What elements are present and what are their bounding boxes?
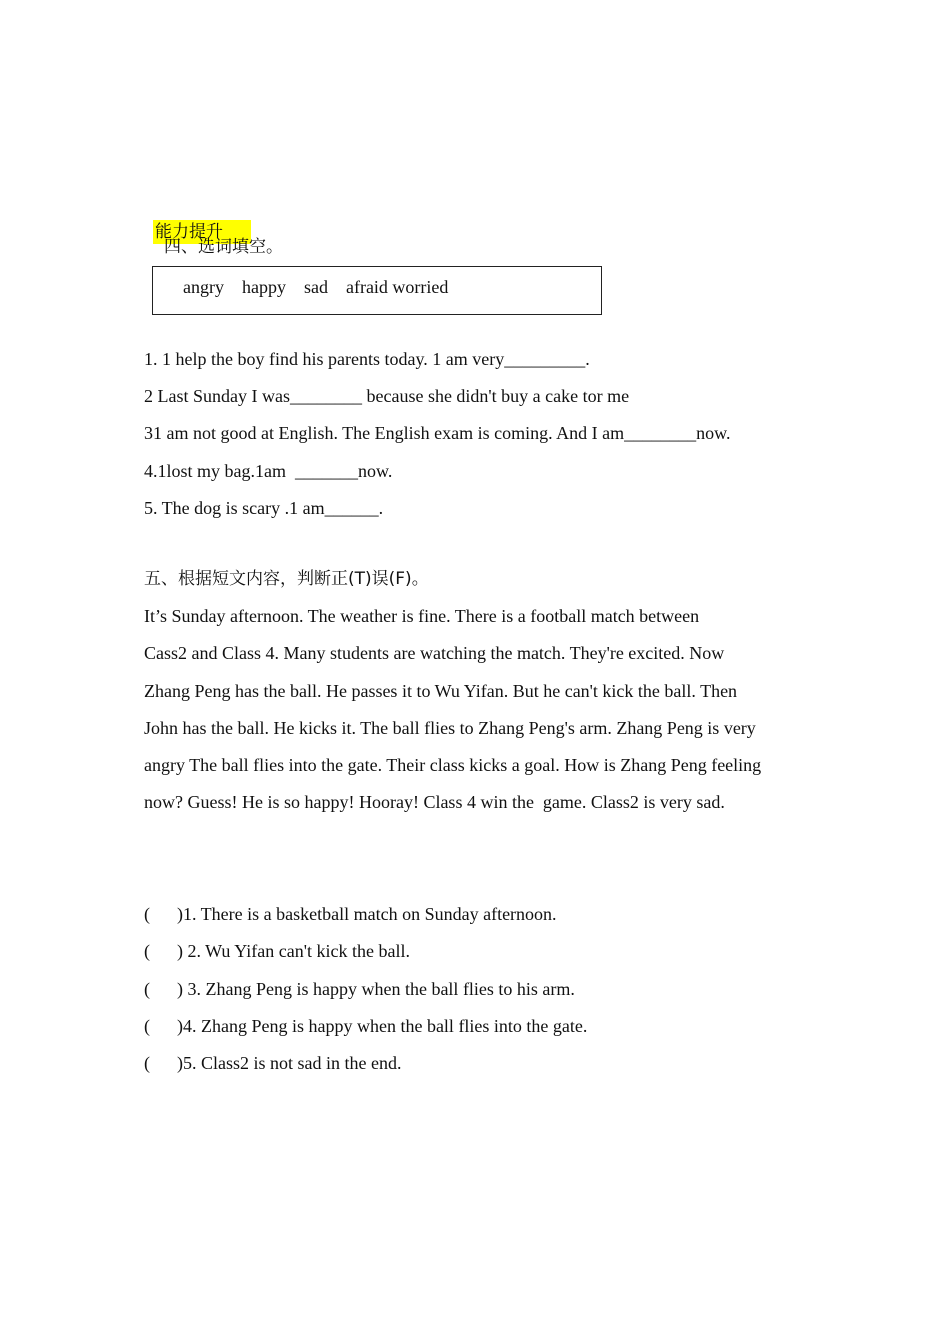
part4-title: 四、选词填空。 [164, 237, 283, 257]
passage-line: Cass2 and Class 4. Many students are watching the match. They're excited. Now [144, 643, 725, 663]
fill-question-5: 5. The dog is scary .1 am______. [144, 498, 384, 518]
fill-question-4: 4.1lost my bag.1am _______now. [144, 461, 393, 481]
passage-line: Zhang Peng has the ball. He passes it to Wu Yifan. But he can't kick the ball. Then [144, 681, 738, 701]
fill-question-2: 2 Last Sunday I was________ because she didn't buy a cake tor me [144, 386, 630, 406]
word-bank-box [152, 266, 602, 315]
fill-question-3: 31 am not good at English. The English exam is coming. And I am________now. [144, 423, 731, 443]
tf-statement-5: ( )5. Class2 is not sad in the end. [144, 1053, 402, 1073]
part5-title: 五、根据短文内容，判断正(T)误(F)。 [144, 569, 429, 589]
tf-statement-4: ( )4. Zhang Peng is happy when the ball flies into the gate. [144, 1016, 588, 1036]
passage-line: angry The ball flies into the gate. Their class kicks a goal. How is Zhang Peng feeling [144, 755, 762, 775]
word-bank: angry happy sad afraid worried [183, 277, 449, 297]
tf-statement-3: ( ) 3. Zhang Peng is happy when the ball flies to his arm. [144, 979, 575, 999]
passage-line: It’s Sunday afternoon. The weather is fine. There is a football match between [144, 606, 700, 626]
fill-question-1: 1. 1 help the boy find his parents today. 1 am very_________. [144, 349, 590, 369]
passage-line: now? Guess! He is so happy! Hooray! Class 4 win the game. Class2 is very sad. [144, 792, 725, 812]
section-header: 能力提升 [144, 198, 251, 243]
passage-line: John has the ball. He kicks it. The ball flies to Zhang Peng's arm. Zhang Peng is very [144, 718, 756, 738]
tf-statement-1: ( )1. There is a basketball match on Sunday afternoon. [144, 904, 557, 924]
tf-statement-2: ( ) 2. Wu Yifan can't kick the ball. [144, 941, 410, 961]
